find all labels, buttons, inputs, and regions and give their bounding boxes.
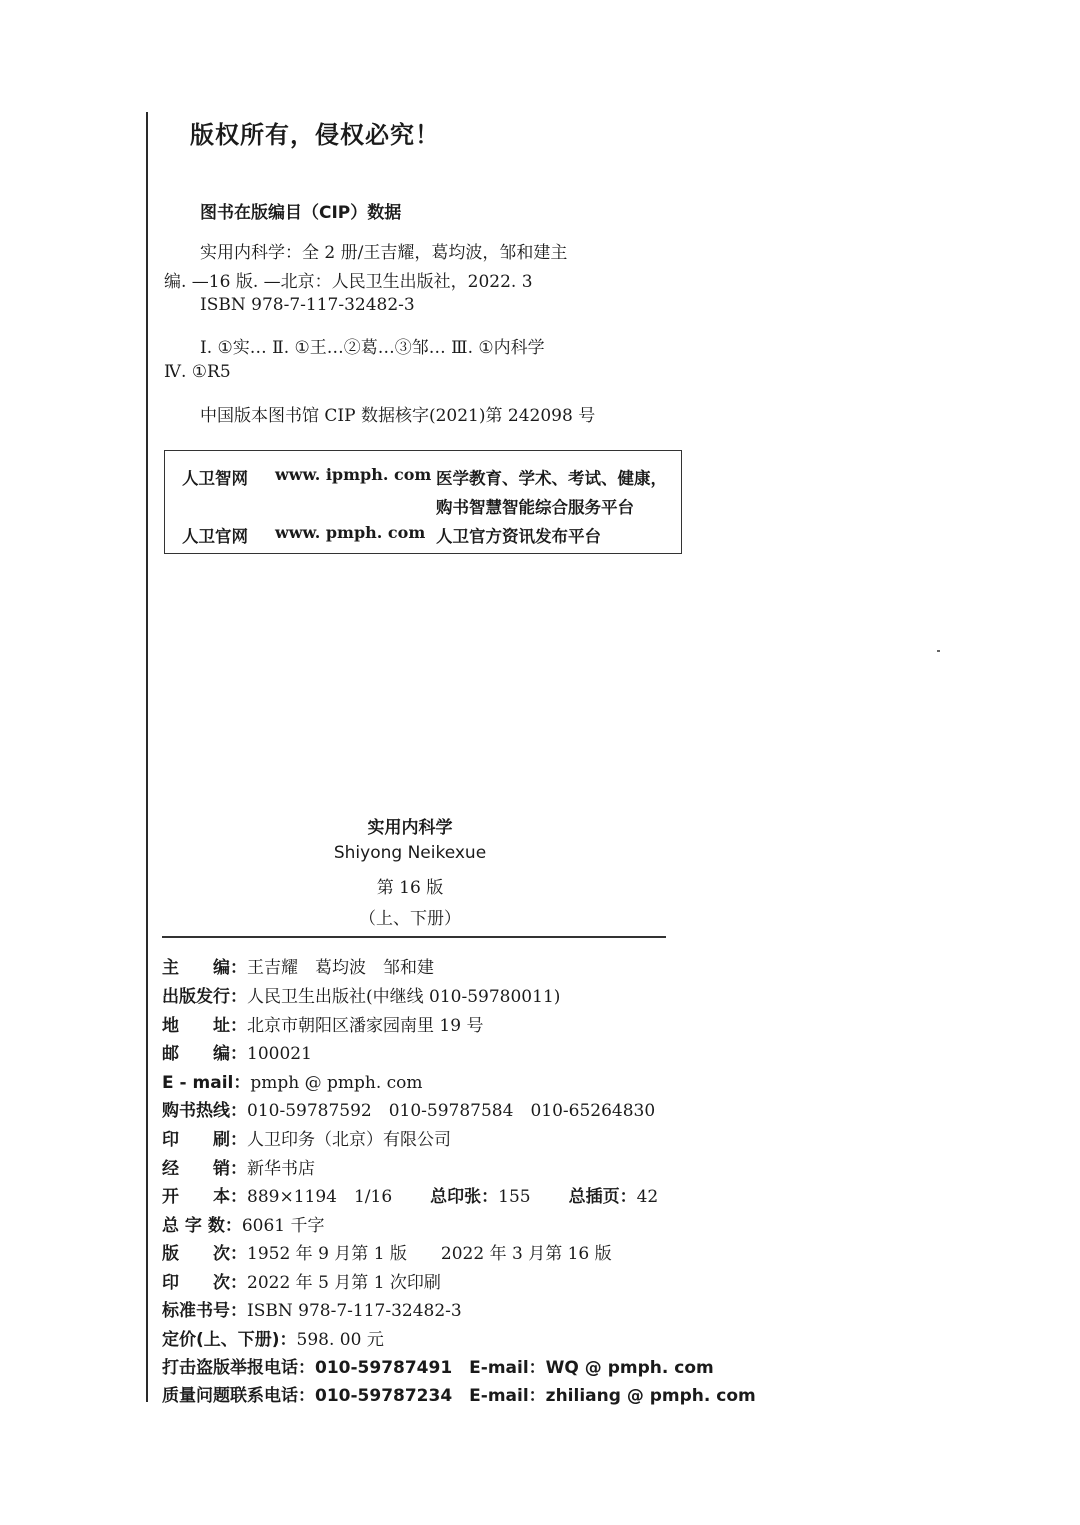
copyright-notice: 版权所有，侵权必究！ <box>190 121 440 149</box>
colophon-divider <box>162 936 666 938</box>
colophon-edition <box>162 1239 612 1264</box>
colophon-distributor <box>162 1154 315 1179</box>
sheets-label: 总印张： <box>430 1187 499 1207</box>
cip-heading: 图书在版编目（CIP）数据 <box>200 203 402 223</box>
book-edition: 第 16 版 <box>376 878 444 898</box>
colophon-isbn <box>162 1296 462 1321</box>
address-value: 北京市朝阳区潘家园南里 19 号 <box>247 1016 484 1036</box>
colophon-price <box>162 1325 384 1350</box>
colophon-postcode <box>162 1039 312 1064</box>
editors-label: 主 编： <box>162 958 247 978</box>
colophon-editors <box>162 953 434 978</box>
colophon-email <box>162 1068 423 1093</box>
hotline-label: 购书热线： <box>162 1101 247 1121</box>
cip-isbn: ISBN 978-7-117-32482-3 <box>200 295 415 315</box>
plates-value: 42 <box>636 1187 659 1207</box>
colophon-format <box>162 1182 658 1207</box>
address-label: 地 址： <box>162 1016 247 1036</box>
colophon-publisher <box>162 982 560 1007</box>
format-value: 889×1194 1/16 <box>247 1187 393 1207</box>
editors-value: 王吉耀 葛均波 邹和建 <box>247 958 434 978</box>
colophon-printer <box>162 1125 451 1150</box>
postcode-label: 邮 编： <box>162 1044 247 1064</box>
cip-classification-2: Ⅳ. ①R5 <box>164 362 231 382</box>
edition-value: 1952 年 9 月第 1 版 2022 年 3 月第 16 版 <box>247 1244 612 1264</box>
piracy-report-line: 打击盗版举报电话：010-59787491 E-mail：WQ @ pmph. com <box>162 1358 714 1378</box>
left-margin-rule <box>146 112 148 1402</box>
pmph-url[interactable]: www. pmph. com <box>275 523 426 542</box>
ipmph-url[interactable]: www. ipmph. com <box>275 465 432 484</box>
postcode-value: 100021 <box>247 1044 312 1064</box>
quality-contact-line: 质量问题联系电话：010-59787234 E-mail：zhiliang @ pmph. com <box>162 1386 756 1406</box>
email-label: E - mail： <box>162 1073 251 1093</box>
printing-value: 2022 年 5 月第 1 次印刷 <box>247 1273 441 1293</box>
cip-publication-line: 编. —16 版. —北京：人民卫生出版社，2022. 3 <box>164 272 533 292</box>
colophon-hotline <box>162 1096 655 1121</box>
publisher-value: 人民卫生出版社(中继线 010-59780011) <box>247 987 561 1007</box>
words-value: 6061 千字 <box>241 1216 325 1236</box>
ipmph-name: 人卫智网 <box>182 469 248 488</box>
cip-title-line: 实用内科学：全 2 册/王吉耀，葛均波，邹和建主 <box>200 243 568 263</box>
edition-label: 版 次： <box>162 1244 247 1264</box>
website-info-box <box>164 450 682 554</box>
publisher-label: 出版发行： <box>162 987 247 1007</box>
distributor-label: 经 销： <box>162 1159 247 1179</box>
pmph-name: 人卫官网 <box>182 527 248 546</box>
printer-label: 印 刷： <box>162 1130 247 1150</box>
isbn-value: ISBN 978-7-117-32482-3 <box>247 1301 462 1321</box>
cip-classification-1: Ⅰ. ①实… Ⅱ. ①王…②葛…③邹… Ⅲ. ①内科学 <box>200 338 545 358</box>
printer-value: 人卫印务（北京）有限公司 <box>247 1130 451 1150</box>
hotline-value: 010-59787592 010-59787584 010-65264830 <box>247 1101 656 1121</box>
price-value: 598. 00 元 <box>296 1330 384 1350</box>
cip-verification: 中国版本图书馆 CIP 数据核字(2021)第 242098 号 <box>200 406 596 426</box>
price-label: 定价(上、下册)： <box>162 1330 297 1350</box>
distributor-value: 新华书店 <box>247 1159 315 1179</box>
printing-label: 印 次： <box>162 1273 247 1293</box>
plates-label: 总插页： <box>568 1187 637 1207</box>
colophon-words <box>162 1211 325 1236</box>
colophon-printing <box>162 1268 441 1293</box>
format-label: 开 本： <box>162 1187 247 1207</box>
email-value[interactable]: pmph @ pmph. com <box>250 1073 423 1093</box>
book-title-pinyin: Shiyong Neikexue <box>333 843 487 863</box>
scan-speck <box>937 650 940 652</box>
ipmph-desc-b: 购书智慧智能综合服务平台 <box>436 498 634 517</box>
words-label: 总 字 数： <box>162 1216 242 1236</box>
sheets-value: 155 <box>498 1187 531 1207</box>
book-volumes: （上、下册） <box>359 909 461 929</box>
book-title: 实用内科学 <box>367 818 453 838</box>
colophon-address <box>162 1011 483 1036</box>
pmph-desc: 人卫官方资讯发布平台 <box>436 527 601 546</box>
isbn-label: 标准书号： <box>162 1301 247 1321</box>
ipmph-desc-a: 医学教育、学术、考试、健康， <box>436 469 667 488</box>
